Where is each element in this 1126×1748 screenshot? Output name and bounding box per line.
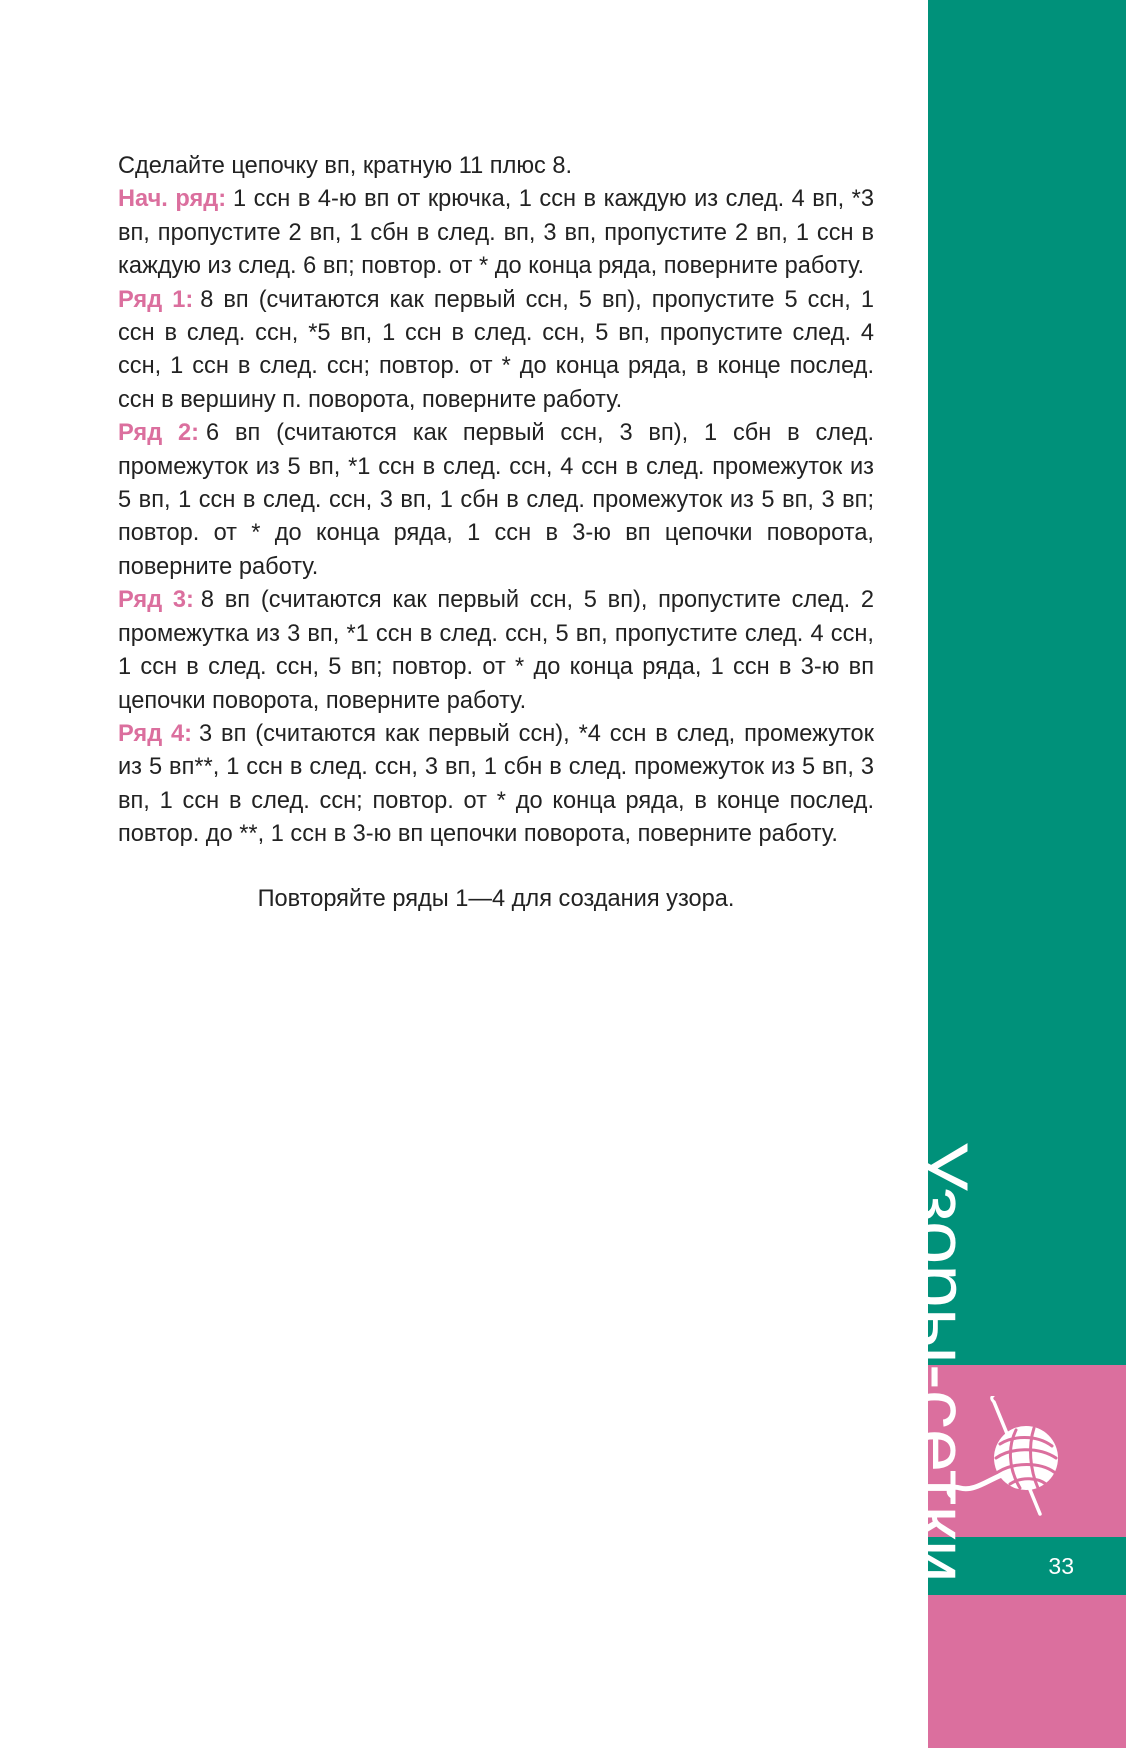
repeat-note: Повторяйте ряды 1—4 для создания узора. xyxy=(257,885,735,912)
row-label: Ряд 4: xyxy=(118,720,193,747)
row-1 xyxy=(118,284,874,418)
sidebar-band-pink-bottom xyxy=(928,1595,1126,1748)
row-2 xyxy=(118,417,874,584)
row-text: 8 вп (считаются как первый ссн, 5 вп), пропустите след. 2 промежутка из 3 вп, *1 ссн в след. ссн, 5 вп, пропустите след. 4 ссн, 1 ссн в след. ссн, 5 вп; повтор. от * до конца ряда, 1 ссн в 3-ю вп цепочки поворота, поверните работу. xyxy=(118,587,875,714)
row-text: 3 вп (считаются как первый ссн), *4 ссн в след, промежуток из 5 вп**, 1 ссн в след. ссн, 3 вп, 1 сбн в след. промежуток из 5 вп, 3 вп, 1 ссн в след. ссн; повтор. от * до конца ряда, в конце послед. повтор. до **, 1 ссн в 3-ю вп цепочки поворота, поверните работу. xyxy=(118,720,874,848)
row-text: 1 ссн в 4-ю вп от крючка, 1 ссн в каждую из след. 4 вп, *3 вп, пропустите 2 вп, 1 сбн в след. вп, 3 вп, пропустите 2 вп, 1 ссн в каждую из след. 6 вп; повтор. от * до конца ряда, поверните работу. xyxy=(118,186,874,280)
section-title: Узоры-сетки xyxy=(897,1141,985,1584)
row-text: 8 вп (считаются как первый ссн, 5 вп), пропустите 5 ссн, 1 ссн в след. ссн, *5 вп, 1 ссн в след. ссн, 5 вп, пропустите след. 4 ссн, 1 ссн в след. ссн; повтор. от * до конца ряда, в конце послед. ссн в вершину п. поворота, поверните работу. xyxy=(118,286,875,413)
row-label: Ряд 1: xyxy=(118,286,194,313)
chapter-sidebar xyxy=(897,0,1126,1748)
row-label: Ряд 3: xyxy=(118,587,194,614)
yarn-ball-hook-icon xyxy=(938,1396,1073,1518)
row-3 xyxy=(118,584,874,718)
row-label: Ряд 2: xyxy=(118,420,199,447)
intro-text: Сделайте цепочку вп, кратную 11 плюс 8. xyxy=(118,153,573,179)
page-number: 33 xyxy=(1048,1553,1074,1579)
row-foundation xyxy=(118,183,874,283)
row-label: Нач. ряд: xyxy=(118,186,227,213)
pattern-instructions xyxy=(118,150,874,916)
row-text: 6 вп (считаются как первый ссн, 3 вп), 1 сбн в след. промежуток из 5 вп, *1 ссн в след. ссн, 4 ссн в след. промежуток из 5 вп, 1 ссн в след. ссн, 3 вп, 1 сбн в след. промежуток из 5 вп, 3 вп; повтор. от * до конца ряда, 1 ссн в 3-ю вп цепочки поворота, поверните работу. xyxy=(118,420,875,580)
row-4 xyxy=(118,718,874,852)
